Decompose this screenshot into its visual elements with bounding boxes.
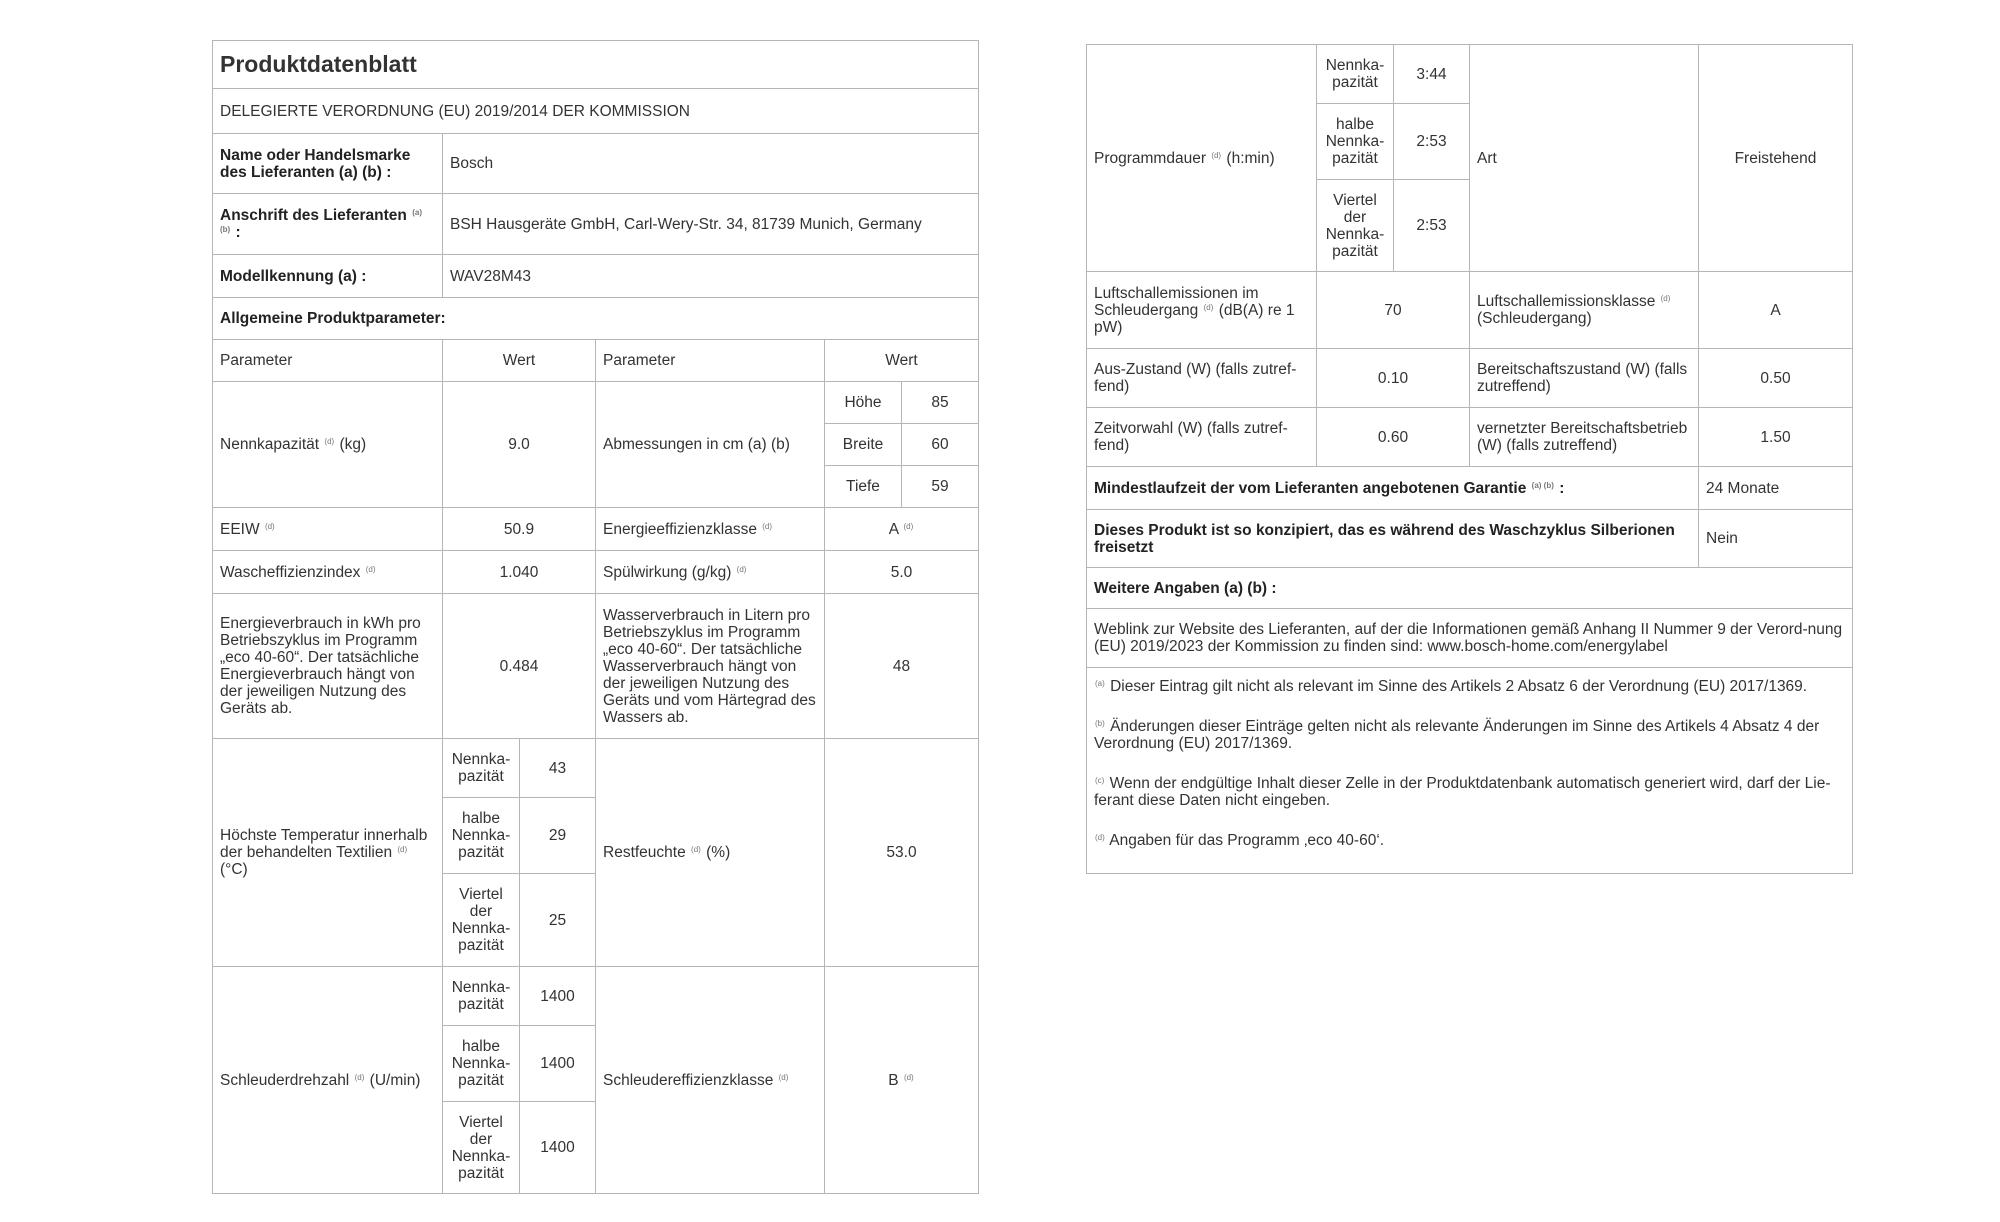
residual-moisture-value: 53.0: [825, 739, 979, 967]
dimensions-label: Abmessungen in cm (a) (b): [596, 382, 825, 508]
silver-ions-value: Nein: [1699, 510, 1853, 568]
supplier-address-label: Anschrift des Lieferanten $^{(a) (b)}$ :: [213, 194, 443, 255]
width-value: 60: [902, 424, 979, 466]
spin-class-label: Schleudereffizienzklasse $^{(d)}$: [596, 967, 825, 1194]
noise-emission-label: Luftschallemissionen im Schleudergang $^{(d)}$ (dB(A) re 1 pW): [1087, 272, 1317, 349]
duration-half-value: 2:53: [1394, 104, 1470, 180]
spin-sub-quarter-label: Viertel der Nennka-pazität: [443, 1102, 520, 1194]
capacity-value: 9.0: [443, 382, 596, 508]
eeiw-value: 50.9: [443, 508, 596, 551]
spin-speed-label: Schleuderdrehzahl $^{(d)}$ (U/min): [213, 967, 443, 1194]
water-consumption-label: Wasserverbrauch in Litern pro Betriebszyklus im Programm „eco 40-60“. Der tatsächliche Wasserverbrauch hängt von der jeweiligen Nutzung des Geräts und vom Härtegrad des Wassers ab.: [596, 594, 825, 739]
address-footnote-marks: (a) (b): [220, 208, 422, 234]
duration-sub-full-label: Nennka-pazität: [1317, 45, 1394, 104]
standby-label: Bereitschaftszustand (W) (falls zutreffend): [1470, 349, 1699, 408]
spin-quarter-value: 1400: [520, 1102, 596, 1194]
column-header-value-2: Wert: [825, 340, 979, 382]
noise-emission-value: 70: [1317, 272, 1470, 349]
temp-quarter-value: 25: [520, 874, 596, 967]
networked-standby-value: 1.50: [1699, 408, 1853, 467]
program-duration-label: Programmdauer $^{(d)}$ (h:min): [1087, 45, 1317, 272]
depth-label: Tiefe: [825, 466, 902, 508]
general-params-heading: Allgemeine Produktparameter:: [213, 298, 979, 340]
footnote-b: $^{(b)}$ Änderungen dieser Einträge gelten nicht als relevante Änderungen im Sinne des Artikels 4 Absatz 4 der Verordnung (EU) 2017/1369.: [1094, 718, 1820, 752]
type-value: Freistehend: [1699, 45, 1853, 272]
spin-full-value: 1400: [520, 967, 596, 1026]
weblink-text: Weblink zur Website des Lieferanten, auf der die Informationen gemäß Anhang II Nummer 9 der Verord-nung (EU) 2019/2023 der Kommission zu finden sind: www.bosch-home.com/energylabel: [1087, 609, 1853, 668]
supplier-name-value: Bosch: [443, 134, 979, 194]
right-datasheet-panel: [1086, 44, 1852, 874]
max-temperature-label: Höchste Temperatur innerhalb der behandelten Textilien $^{(d)}$ (°C): [213, 739, 443, 967]
capacity-label: Nennkapazität $^{(d)}$ (kg): [213, 382, 443, 508]
temp-sub-quarter-label: Viertel der Nennka-pazität: [443, 874, 520, 967]
wash-index-label: Wascheffizienzindex $^{(d)}$: [213, 551, 443, 594]
height-value: 85: [902, 382, 979, 424]
wash-index-value: 1.040: [443, 551, 596, 594]
temp-sub-full-label: Nennka-pazität: [443, 739, 520, 798]
silver-ions-label: Dieses Produkt ist so konzipiert, das es während des Waschzyklus Silberionen freisetzt: [1087, 510, 1699, 568]
eeiw-label: EEIW $^{(d)}$: [213, 508, 443, 551]
warranty-label: Mindestlaufzeit der vom Lieferanten angebotenen Garantie $^{(a) (b)}$ :: [1087, 467, 1699, 510]
noise-class-value: A: [1699, 272, 1853, 349]
duration-sub-quarter-label: Viertel der Nennka-pazität: [1317, 180, 1394, 272]
type-label: Art: [1470, 45, 1699, 272]
column-header-parameter-2: Parameter: [596, 340, 825, 382]
height-label: Höhe: [825, 382, 902, 424]
column-header-value: Wert: [443, 340, 596, 382]
depth-value: 59: [902, 466, 979, 508]
networked-standby-label: vernetzter Bereitschaftsbetrieb (W) (falls zutreffend): [1470, 408, 1699, 467]
energy-consumption-value: 0.484: [443, 594, 596, 739]
warranty-value: 24 Monate: [1699, 467, 1853, 510]
footnote-c: $^{(c)}$ Wenn der endgültige Inhalt dieser Zelle in der Produktdatenbank automatisch generiert wird, darf der Lie-ferant diese Daten nicht eingeben.: [1094, 775, 1831, 809]
further-info-heading: Weitere Angaben (a) (b) :: [1087, 568, 1853, 609]
rinse-value: 5.0: [825, 551, 979, 594]
spin-sub-full-label: Nennka-pazität: [443, 967, 520, 1026]
temp-half-value: 29: [520, 798, 596, 874]
temp-full-value: 43: [520, 739, 596, 798]
duration-full-value: 3:44: [1394, 45, 1470, 104]
footnote-a: $^{(a)}$ Dieser Eintrag gilt nicht als relevant im Sinne des Artikels 2 Absatz 6 der Verordnung (EU) 2017/1369.: [1095, 678, 1808, 695]
supplier-name-label: Name oder Handelsmarke des Lieferanten (a) (b) :: [213, 134, 443, 194]
spin-half-value: 1400: [520, 1026, 596, 1102]
duration-quarter-value: 2:53: [1394, 180, 1470, 272]
supplier-address-value: BSH Hausgeräte GmbH, Carl-Wery-Str. 34, 81739 Munich, Germany: [443, 194, 979, 255]
energy-consumption-label: Energieverbrauch in kWh pro Betriebszyklus im Programm „eco 40-60“. Der tatsächliche Energieverbrauch hängt von der jeweiligen Nutzung des Geräts ab.: [213, 594, 443, 739]
spin-sub-half-label: halbe Nennka-pazität: [443, 1026, 520, 1102]
datasheet-title: Produktdatenblatt: [213, 41, 979, 89]
right-datasheet-table: [1086, 44, 1853, 874]
temp-sub-half-label: halbe Nennka-pazität: [443, 798, 520, 874]
regulation-heading: DELEGIERTE VERORDNUNG (EU) 2019/2014 DER KOMMISSION: [213, 89, 979, 134]
column-header-parameter: Parameter: [213, 340, 443, 382]
delay-start-label: Zeitvorwahl (W) (falls zutref-fend): [1087, 408, 1317, 467]
delay-start-value: 0.60: [1317, 408, 1470, 467]
width-label: Breite: [825, 424, 902, 466]
left-datasheet-panel: [212, 40, 978, 1194]
standby-value: 0.50: [1699, 349, 1853, 408]
off-mode-value: 0.10: [1317, 349, 1470, 408]
footnotes: [1087, 668, 1853, 874]
off-mode-label: Aus-Zustand (W) (falls zutref-fend): [1087, 349, 1317, 408]
rinse-label: Spülwirkung (g/kg) $^{(d)}$: [596, 551, 825, 594]
footnote-d: $^{(d)}$ Angaben für das Programm ‚eco 40-60‘.: [1095, 832, 1385, 849]
noise-class-label: Luftschallemissionsklasse $^{(d)}$ (Schleudergang): [1470, 272, 1699, 349]
energy-class-value: A $^{(d)}$: [825, 508, 979, 551]
energy-class-label: Energieeffizienzklasse $^{(d)}$: [596, 508, 825, 551]
spin-class-value: B $^{(d)}$: [825, 967, 979, 1194]
left-datasheet-table: [212, 40, 979, 1194]
model-label: Modellkennung (a) :: [213, 255, 443, 298]
water-consumption-value: 48: [825, 594, 979, 739]
duration-sub-half-label: halbe Nennka-pazität: [1317, 104, 1394, 180]
residual-moisture-label: Restfeuchte $^{(d)}$ (%): [596, 739, 825, 967]
model-value: WAV28M43: [443, 255, 979, 298]
